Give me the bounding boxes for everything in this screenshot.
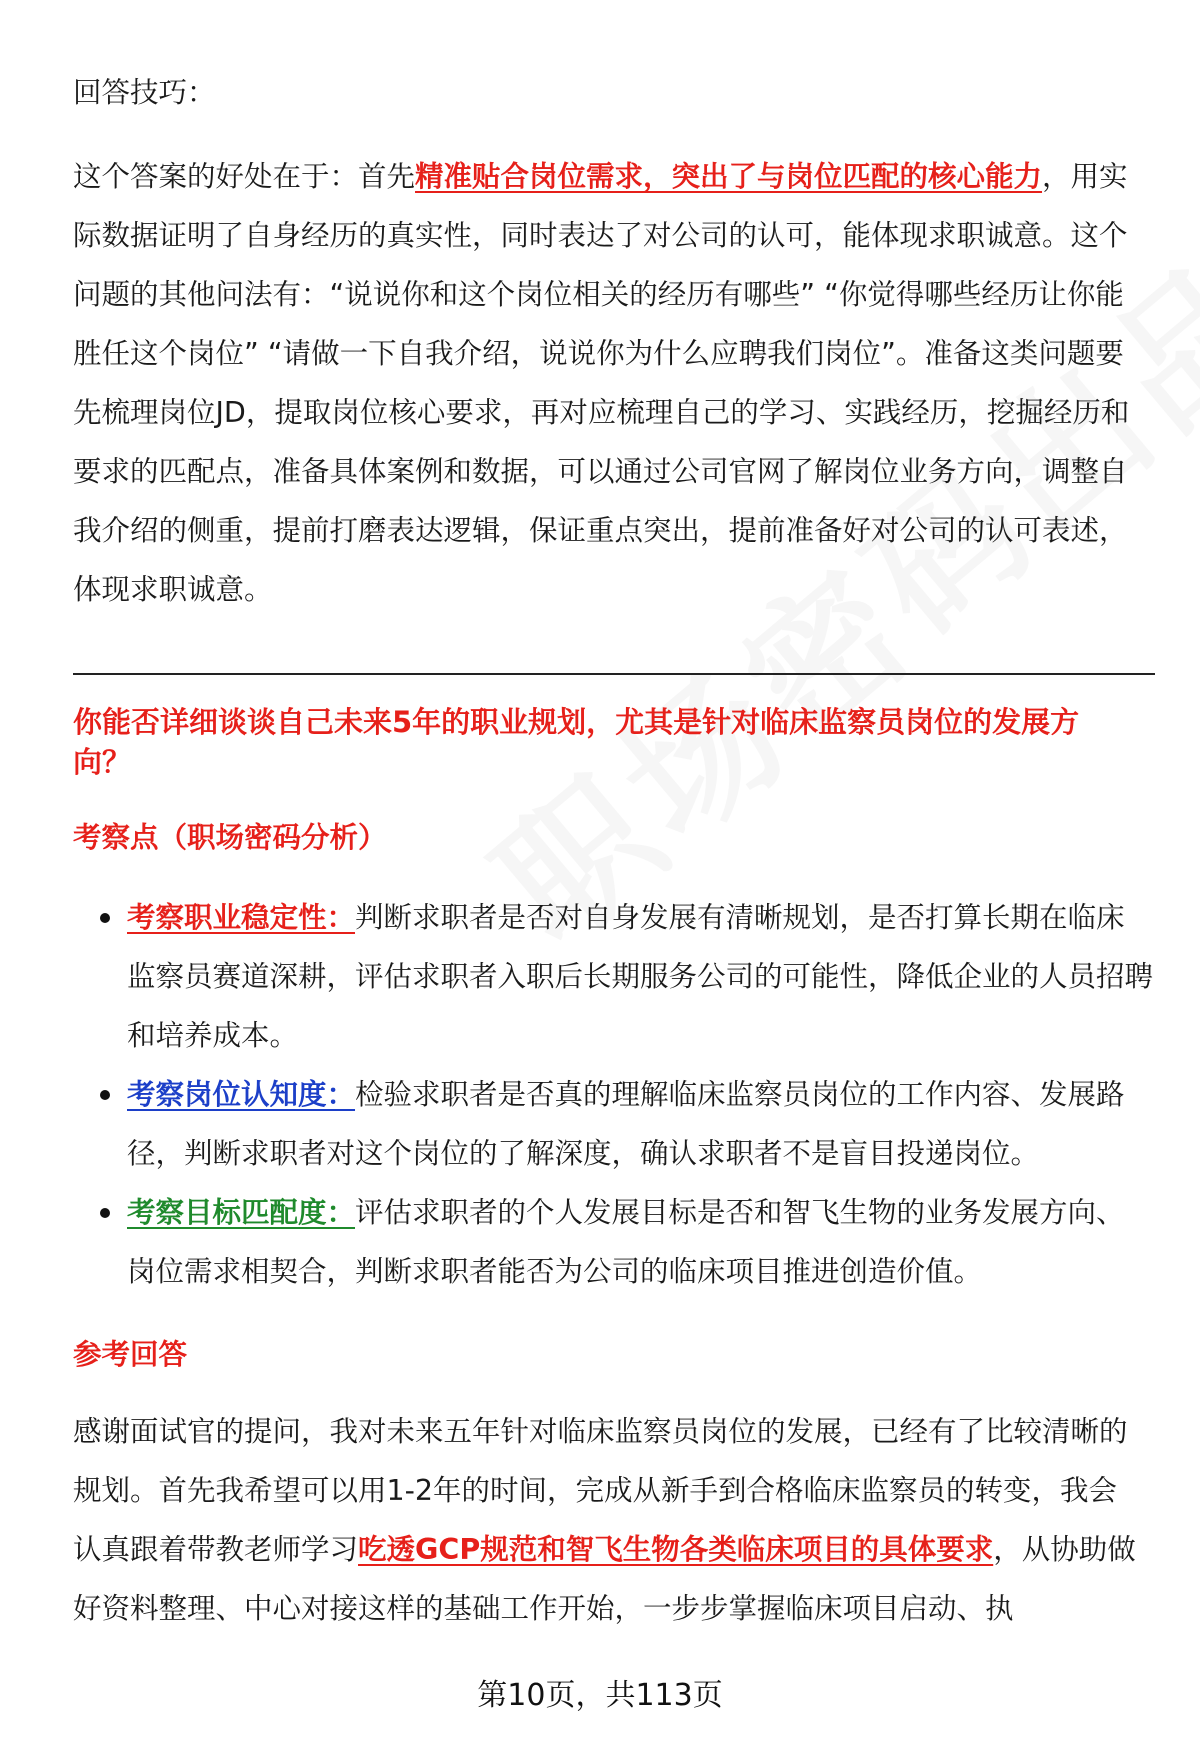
assessment-label: 考察岗位认知度：: [127, 1078, 356, 1111]
list-item: [73, 888, 1153, 1065]
assessment-points-list: [73, 888, 1153, 1301]
assessment-label: 考察目标匹配度：: [127, 1196, 356, 1229]
reference-answer-paragraph: [73, 1402, 1145, 1638]
assessment-points-heading: 考察点（职场密码分析）: [73, 821, 387, 854]
assessment-text: 判断求职者是否对自身发展有清晰规划，是否打算长期在临床监察员赛道深耕，评估求职者入职后长期服务公司的可能性，降低企业的人员招聘和培养成本。: [127, 901, 1154, 1052]
assessment-text: 检验求职者是否真的理解临床监察员岗位的工作内容、发展路径，判断求职者对这个岗位的了解深度，确认求职者不是盲目投递岗位。: [127, 1078, 1125, 1170]
paragraph-text: ，用实际数据证明了自身经历的真实性，同时表达了对公司的认可，能体现求职诚意。这个问题的其他问法有：“说说你和这个岗位相关的经历有哪些” “你觉得哪些经历让你能胜任这个岗位” “请做一下自我介绍，说说你为什么应聘我们岗位”。准备这类问题要先梳理岗位JD，提取岗位核心要求，再对应梳理自己的学习、实践经历，挖掘经历和要求的匹配点，准备具体案例和数据，可以通过公司官网了解岗位业务方向，调整自我介绍的侧重，提前打磨表达逻辑，保证重点突出，提前准备好对公司的认可表述，体现求职诚意。: [73, 160, 1130, 606]
reference-answer-heading: 参考回答: [73, 1338, 188, 1371]
section-divider: [73, 673, 1155, 675]
highlighted-phrase: 精准贴合岗位需求，突出了与岗位匹配的核心能力: [415, 160, 1043, 193]
assessment-text: 评估求职者的个人发展目标是否和智飞生物的业务发展方向、岗位需求相契合，判断求职者能否为公司的临床项目推进创造价值。: [127, 1196, 1125, 1288]
list-item: [73, 1183, 1153, 1301]
highlighted-phrase: 吃透GCP规范和智飞生物各类临床项目的具体要求: [358, 1533, 994, 1566]
assessment-label: 考察职业稳定性：: [127, 901, 356, 934]
page-number: 第10页，共113页: [477, 1678, 723, 1713]
bullet-icon: [100, 1208, 110, 1218]
paragraph-text: 这个答案的好处在于：首先: [73, 160, 416, 193]
interview-question: 你能否详细谈谈自己未来5年的职业规划，尤其是针对临床监察员岗位的发展方向？: [73, 705, 1080, 779]
answer-tips-label: 回答技巧：: [73, 76, 216, 109]
answer-tips-paragraph: [73, 147, 1145, 619]
list-item: [73, 1065, 1153, 1183]
paragraph-text: ，从协助做好资料整理、中心对接这样的基础工作开始，一步步掌握临床项目启动、执: [73, 1533, 1136, 1625]
bullet-icon: [100, 913, 110, 923]
paragraph-text: 感谢面试官的提问，我对未来五年针对临床监察员岗位的发展，已经有了比较清晰的规划。首先我希望可以用1-2年的时间，完成从新手到合格临床监察员的转变，我会认真跟着带教老师学习: [73, 1415, 1128, 1566]
bullet-icon: [100, 1090, 110, 1100]
